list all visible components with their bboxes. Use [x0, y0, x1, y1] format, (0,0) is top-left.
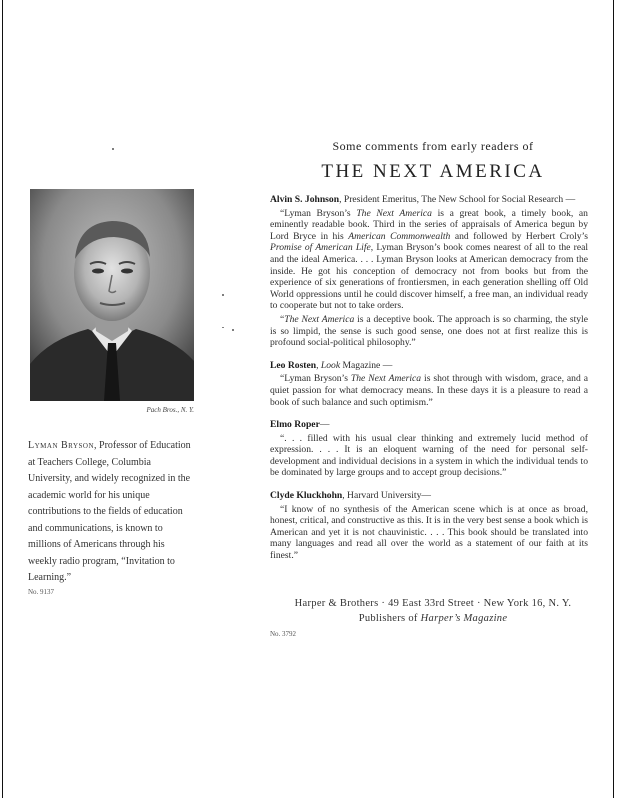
author-portrait: [30, 189, 194, 401]
quote-text: , Lyman Bryson’s book comes nearest of all to the real and the ideal America. . . . Lyman Bryson looks at American democracy from the inside. He got his conception of democracy not from books but from the experience of six generations of frontiersmen, in each generation shelling off Old World oppressions until he could discover himself, a free man, an individual ready to cooperate but not to take orders.: [270, 242, 589, 312]
portrait-illustration: [30, 189, 194, 401]
quote-title: The Next America: [350, 373, 422, 385]
review-quote: [270, 504, 588, 562]
author-name: Lyman Bryson: [28, 440, 95, 451]
reviewer-affiliation: —: [319, 419, 330, 431]
quote-text: “. . . filled with his usual clear thinking and extremely lucid method of expression. . . . It is an eloquent warning of the need for personal self-development and individual decisions in a system in which the individual tends to be dominated by large groups and to accept group decisions.”: [270, 432, 588, 479]
reviewer-name: Leo Rosten: [270, 359, 317, 371]
review-kluckhohn: [270, 490, 588, 562]
photo-credit: Pach Bros., N. Y.: [146, 406, 194, 414]
review-heading: [270, 419, 588, 431]
publisher-tagline: [270, 611, 596, 626]
reviewer-affiliation: Magazine —: [340, 359, 393, 371]
review-roper: [270, 419, 588, 479]
reviews-column: [270, 194, 588, 573]
quote-text: “Lyman Bryson’s: [280, 373, 351, 385]
quote-text: is a deceptive book. The approach is so charming, the style is so limpid, the sense is such good sense, one does not at first realize this is profound social-political philosophy.”: [270, 313, 588, 349]
tagline-text: Publishers of: [358, 613, 421, 624]
speck: [232, 329, 234, 331]
author-caption: [28, 438, 196, 587]
quote-text: “: [280, 313, 285, 325]
magazine-title: Harper’s Magazine: [420, 613, 508, 624]
stock-number-right: No. 3792: [270, 630, 297, 638]
stock-number-left: No. 9137: [28, 588, 55, 596]
quote-title: The Next America: [356, 207, 432, 219]
quote-text: and followed by Herbert Croly’s: [450, 230, 588, 242]
quote-text: “I know of no synthesis of the American scene which is at once as broad, honest, critical, and constructive as this. It is in the very best sense a book which is American and yet it is not chauvinistic. . . . This book should be translated into many languages and read all over the world as a statement of our faith at its finest.”: [270, 503, 588, 562]
review-heading: [270, 360, 588, 372]
publisher-address: Harper & Brothers · 49 East 33rd Street · New York 16, N. Y.: [294, 598, 572, 609]
quote-title: The Next America: [284, 313, 355, 325]
review-heading: [270, 490, 588, 502]
speck: [222, 294, 224, 296]
quote-text: “Lyman Bryson’s: [280, 207, 357, 219]
speck: [222, 327, 224, 328]
review-quote: [270, 433, 588, 479]
reviewer-affiliation: , Harvard University—: [342, 490, 431, 502]
review-quote: [270, 208, 588, 312]
page-edge-left: [2, 0, 3, 798]
book-title: THE NEXT AMERICA: [321, 161, 545, 182]
review-quote: [270, 314, 588, 349]
review-quote: [270, 373, 588, 408]
quote-text: is shot through with wisdom, grace, and a quiet passion for what democracy means. In these days it is a pleasure to read a book of such balance and such optimism.”: [270, 373, 588, 408]
reviewer-affiliation: , President Emeritus, The New School for Social Research —: [339, 194, 576, 205]
author-bio: , Professor of Education at Teachers College, Columbia University, and widely recognized in the academic world for his unique contributions to the fields of education and communications, is known to millions of Americans through his weekly radio program, “Invitation to Learning.”: [28, 440, 191, 583]
reviewer-name: Clyde Kluckhohn: [270, 490, 343, 502]
quote-title: Promise of American Life: [270, 242, 371, 254]
magazine-name: Look: [320, 359, 341, 371]
reviewer-name: Alvin S. Johnson: [270, 194, 340, 205]
separator: ,: [316, 359, 321, 371]
quote-text: is a great book, a timely book, an eminently readable book. Third in the series of appraisals of America begun by Lord Bryce in his: [270, 207, 588, 242]
reviewer-name: Elmo Roper: [270, 419, 320, 431]
review-heading: [270, 194, 588, 206]
heading-intro: Some comments from early readers of: [332, 139, 534, 153]
review-johnson: [270, 194, 588, 349]
speck: [112, 148, 114, 150]
page-edge-right: [613, 0, 614, 798]
quote-title: American Commonwealth: [348, 230, 451, 242]
publisher-imprint: [270, 596, 596, 626]
review-rosten: [270, 360, 588, 408]
